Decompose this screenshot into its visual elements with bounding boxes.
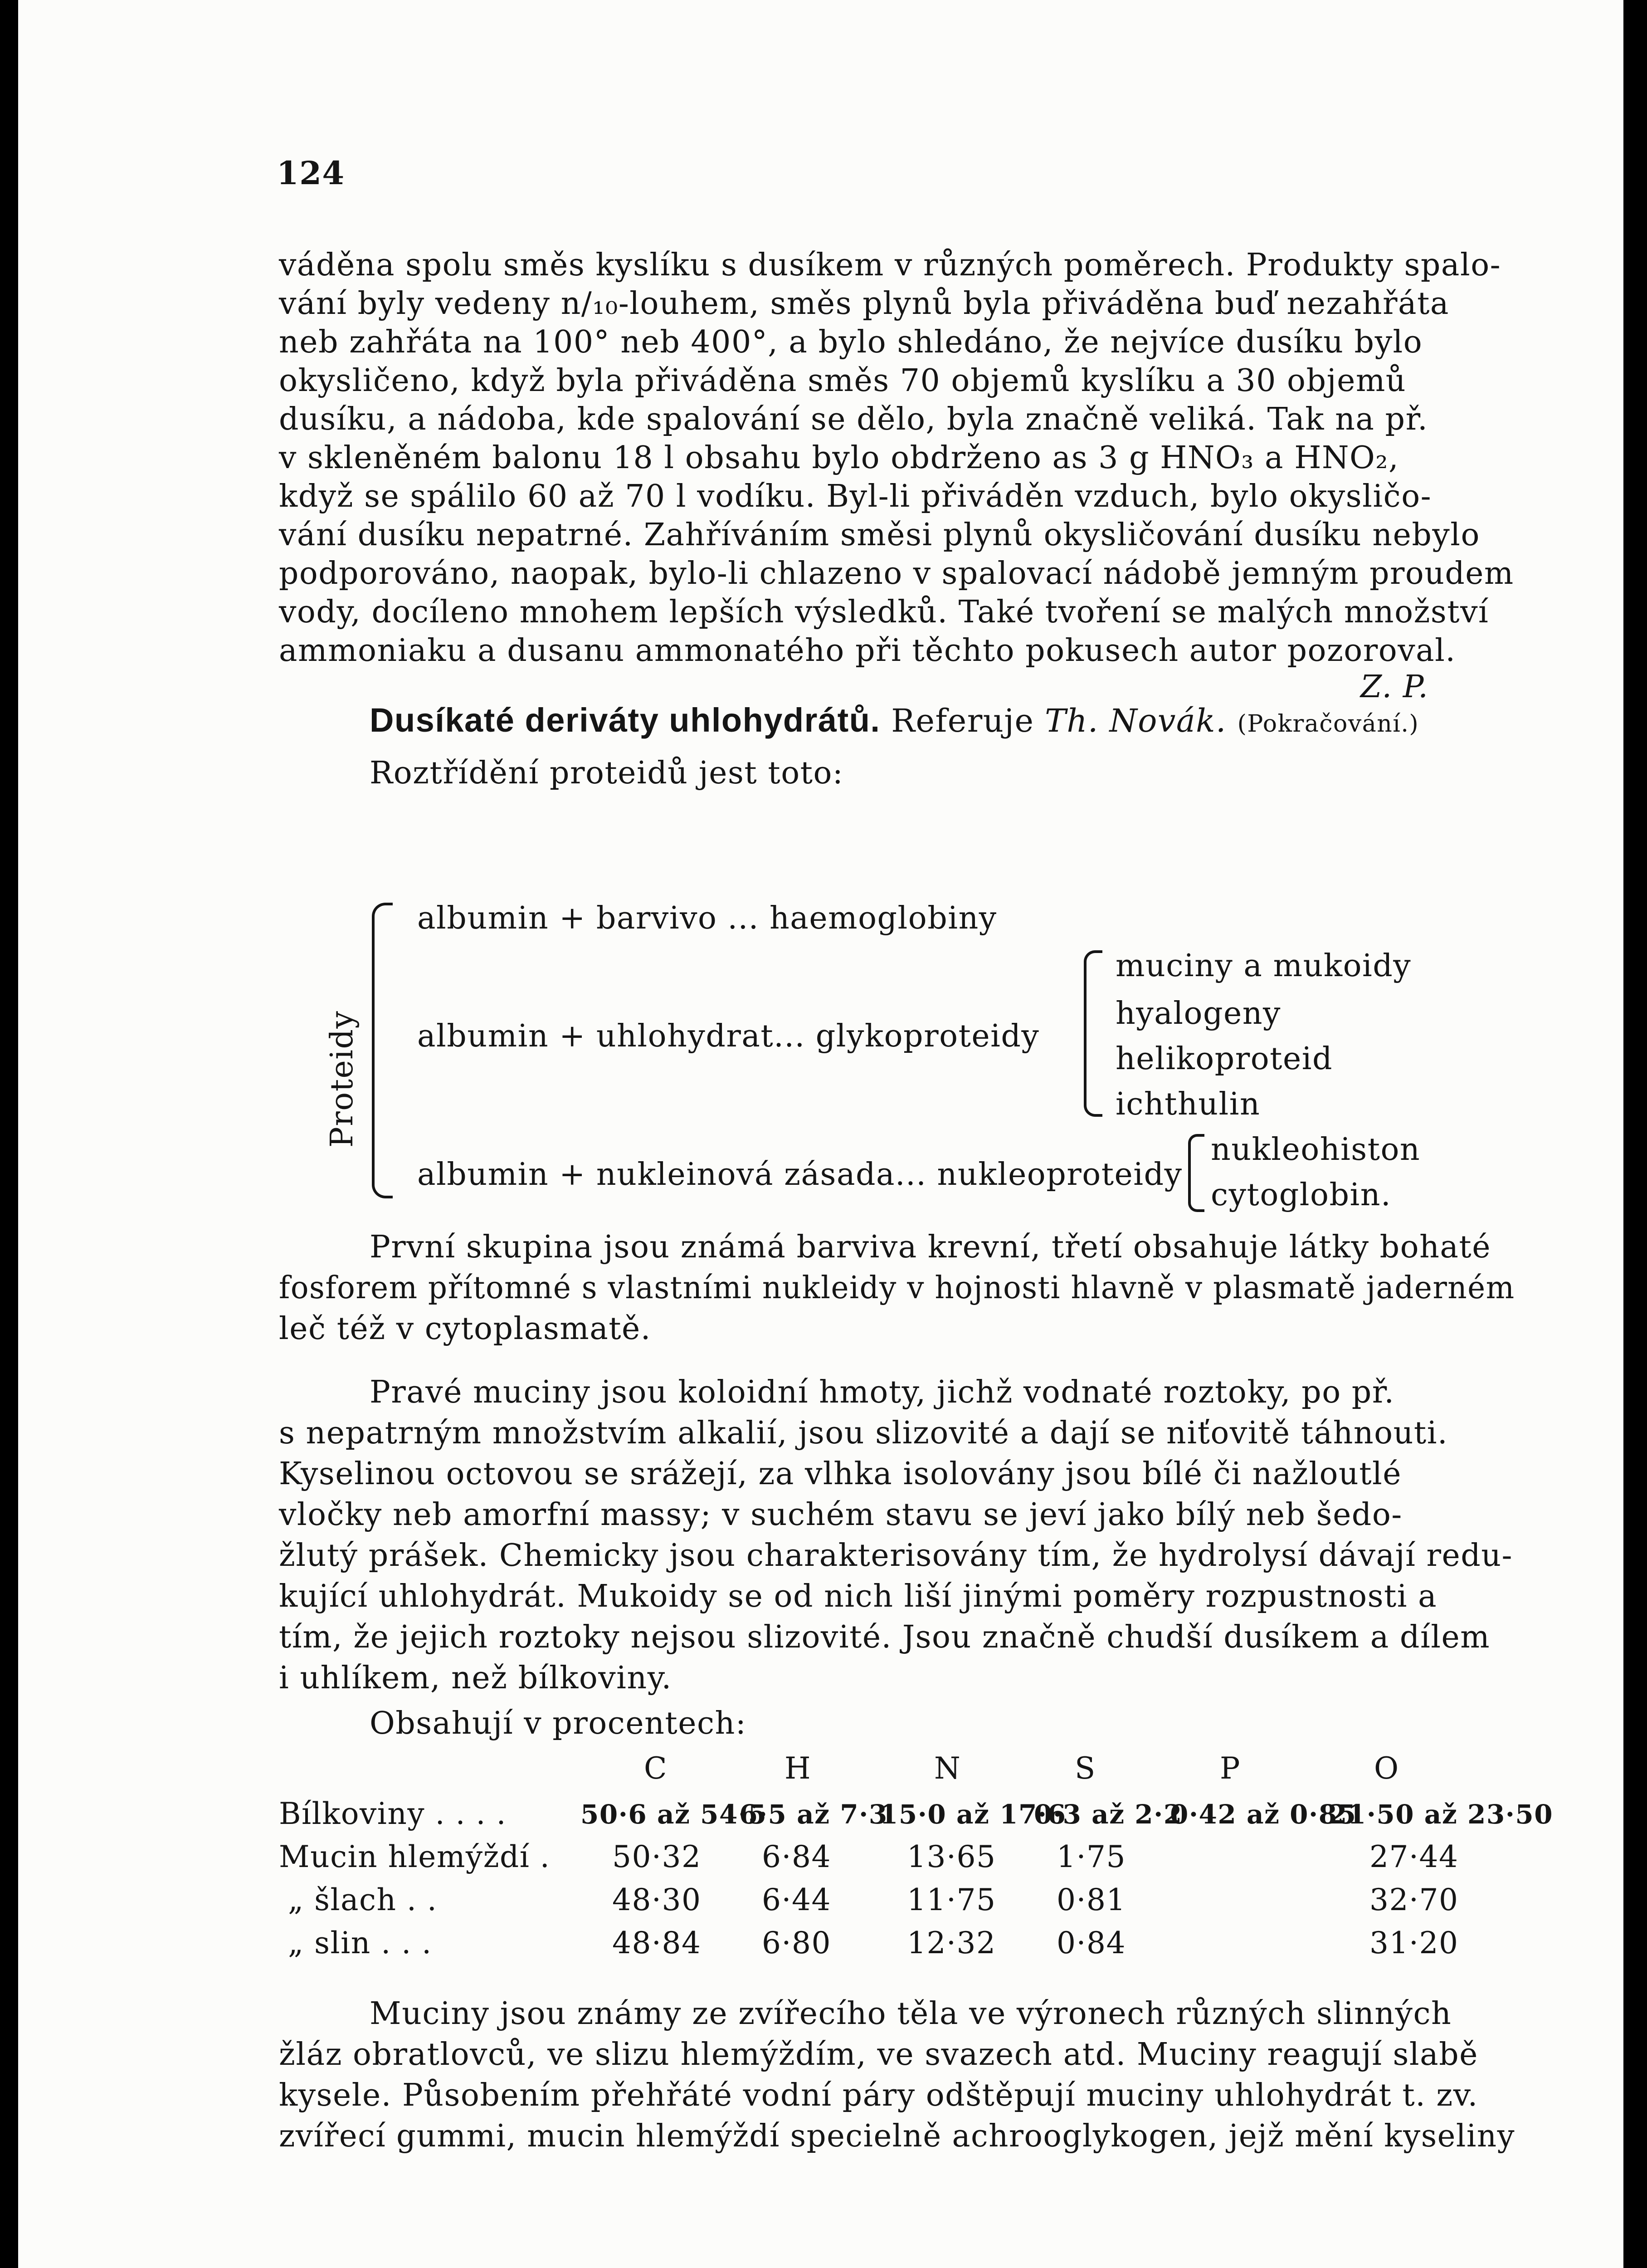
- page-number: 124: [277, 154, 345, 192]
- text-line: vody, docíleno mnohem lepších výsledků. Také tvoření se malých množství: [279, 594, 1489, 630]
- text-line: kysele. Působením přehřáté vodní páry odštěpují muciny uhlohydrát t. zv.: [279, 2077, 1478, 2113]
- cell: 50·6 až 54·5: [580, 1799, 767, 1830]
- col-header-P: P: [1220, 1751, 1241, 1786]
- proteidy-label: Proteidy: [324, 1010, 360, 1148]
- text-line: dusíku, a nádoba, kde spalování se dělo, byla značně veliká. Tak na př.: [279, 401, 1428, 437]
- nukleo-item: cytoglobin.: [1211, 1177, 1392, 1213]
- text-line: váděna spolu směs kyslíku s dusíkem v různých poměrech. Produkty spalo-: [279, 247, 1501, 283]
- row-label: „ šlach . .: [288, 1882, 438, 1917]
- cell: 0·81: [1057, 1882, 1126, 1917]
- cell: 0·42 až 0·85: [1170, 1799, 1357, 1830]
- classification-intro: Roztřídění proteidů jest toto:: [370, 755, 844, 791]
- cell: 27·44: [1369, 1839, 1459, 1874]
- text-line: když se spálilo 60 až 70 l vodíku. Byl-li přiváděn vzduch, bylo okysličo-: [279, 479, 1432, 514]
- text-line: v skleněném balonu 18 l obsahu bylo obdrženo as 3 g HNO₃ a HNO₂,: [279, 440, 1399, 476]
- text-line: žlutý prášek. Chemicky jsou charakterisovány tím, že hydrolysí dávají redu-: [279, 1538, 1513, 1574]
- glyko-item: muciny a mukoidy: [1116, 948, 1412, 984]
- cell: 48·84: [612, 1926, 702, 1960]
- cell: 6·84: [762, 1839, 831, 1874]
- section-continuation: (Pokračování.): [1237, 710, 1419, 738]
- row-nukleoproteidy: albumin + nukleinová zásada... nukleoproteidy: [417, 1157, 1183, 1193]
- col-header-S: S: [1075, 1751, 1096, 1786]
- section-author: Th. Novák.: [1045, 702, 1227, 739]
- cell: 21·50 až 23·50: [1329, 1799, 1554, 1830]
- text-line: vločky neb amorfní massy; v suchém stavu se jeví jako bílý neb šedo-: [279, 1497, 1403, 1533]
- section-referuje: Referuje: [891, 702, 1034, 739]
- text-line: ammoniaku a dusanu ammonatého při těchto pokusech autor pozoroval.: [279, 633, 1456, 669]
- book-page: [18, 0, 1623, 2268]
- col-header-N: N: [934, 1751, 961, 1786]
- glyko-brace: [1084, 950, 1102, 1117]
- text-line: i uhlíkem, než bílkoviny.: [279, 1660, 672, 1696]
- cell: 31·20: [1369, 1926, 1459, 1960]
- signature: Z. P.: [1360, 669, 1429, 705]
- row-haemoglobiny: albumin + barvivo ... haemoglobiny: [417, 900, 997, 936]
- col-header-O: O: [1374, 1751, 1399, 1786]
- text-line: tím, že jejich roztoky nejsou slizovité. Jsou značně chudší dusíkem a dílem: [279, 1619, 1491, 1655]
- text-line: s nepatrným množstvím alkalií, jsou slizovité a dají se niťovitě táhnouti.: [279, 1415, 1448, 1451]
- cell: 0·84: [1057, 1926, 1126, 1960]
- cell: 15·0 až 17·6: [880, 1799, 1067, 1830]
- row-glykoproteidy: albumin + uhlohydrat... glykoproteidy: [417, 1018, 1040, 1054]
- glyko-item: ichthulin: [1116, 1086, 1261, 1122]
- cell: 13·65: [907, 1839, 996, 1874]
- text-line: neb zahřáta na 100° neb 400°, a bylo shledáno, že nejvíce dusíku bylo: [279, 324, 1423, 360]
- table-intro: Obsahují v procentech:: [370, 1706, 747, 1741]
- glyko-item: helikoproteid: [1116, 1041, 1333, 1077]
- cell: 48·30: [612, 1882, 702, 1917]
- nukleo-brace: [1188, 1134, 1204, 1212]
- text-line: fosforem přítomné s vlastními nukleidy v hojnosti hlavně v plasmatě jaderném: [279, 1270, 1515, 1306]
- cell: 0·3 až 2·2: [1034, 1799, 1183, 1830]
- cell: 12·32: [907, 1926, 996, 1960]
- cell: 6·44: [762, 1882, 831, 1917]
- row-label: Bílkoviny . . . .: [279, 1796, 507, 1831]
- cell: 11·75: [907, 1882, 996, 1917]
- text-line: žláz obratlovců, ve slizu hlemýždím, ve svazech atd. Muciny reagují slabě: [279, 2037, 1478, 2072]
- row-label: „ slin . . .: [288, 1926, 432, 1960]
- section-title: Dusíkaté deriváty uhlohydrátů.: [370, 701, 881, 739]
- col-header-H: H: [785, 1751, 812, 1786]
- cell: 32·70: [1369, 1882, 1459, 1917]
- cell: 6·80: [762, 1926, 831, 1960]
- main-brace: [372, 903, 393, 1198]
- text-line: zvířecí gummi, mucin hlemýždí specielně achrooglykogen, jejž mění kyseliny: [279, 2118, 1515, 2154]
- cell: 50·32: [612, 1839, 702, 1874]
- col-header-C: C: [644, 1751, 668, 1786]
- text-line: kující uhlohydrát. Mukoidy se od nich liší jinými poměry rozpustnosti a: [279, 1579, 1437, 1614]
- nukleo-item: nukleohiston: [1211, 1132, 1421, 1168]
- row-label: Mucin hlemýždí .: [279, 1839, 551, 1874]
- text-line: podporováno, naopak, bylo-li chlazeno v spalovací nádobě jemným proudem: [279, 556, 1514, 591]
- text-line: Pravé muciny jsou koloidní hmoty, jichž vodnaté roztoky, po př.: [370, 1374, 1395, 1410]
- text-line: vání byly vedeny n/₁₀-louhem, směs plynů byla přiváděna buď nezahřáta: [279, 286, 1449, 322]
- text-line: leč též v cytoplasmatě.: [279, 1311, 651, 1347]
- glyko-item: hyalogeny: [1116, 996, 1281, 1031]
- text-line: Muciny jsou známy ze zvířecího těla ve výronech různých slinných: [370, 1996, 1452, 2032]
- text-line: okysličeno, když byla přiváděna směs 70 objemů kyslíku a 30 objemů: [279, 363, 1407, 399]
- text-line: První skupina jsou známá barviva krevní, třetí obsahuje látky bohaté: [370, 1229, 1491, 1265]
- cell: 6·5 až 7·3: [739, 1799, 888, 1830]
- section-heading: [370, 701, 1419, 739]
- cell: 1·75: [1057, 1839, 1126, 1874]
- text-line: vání dusíku nepatrné. Zahříváním směsi plynů okysličování dusíku nebylo: [279, 517, 1480, 553]
- text-line: Kyselinou octovou se srážejí, za vlhka isolovány jsou bílé či nažloutlé: [279, 1456, 1402, 1492]
